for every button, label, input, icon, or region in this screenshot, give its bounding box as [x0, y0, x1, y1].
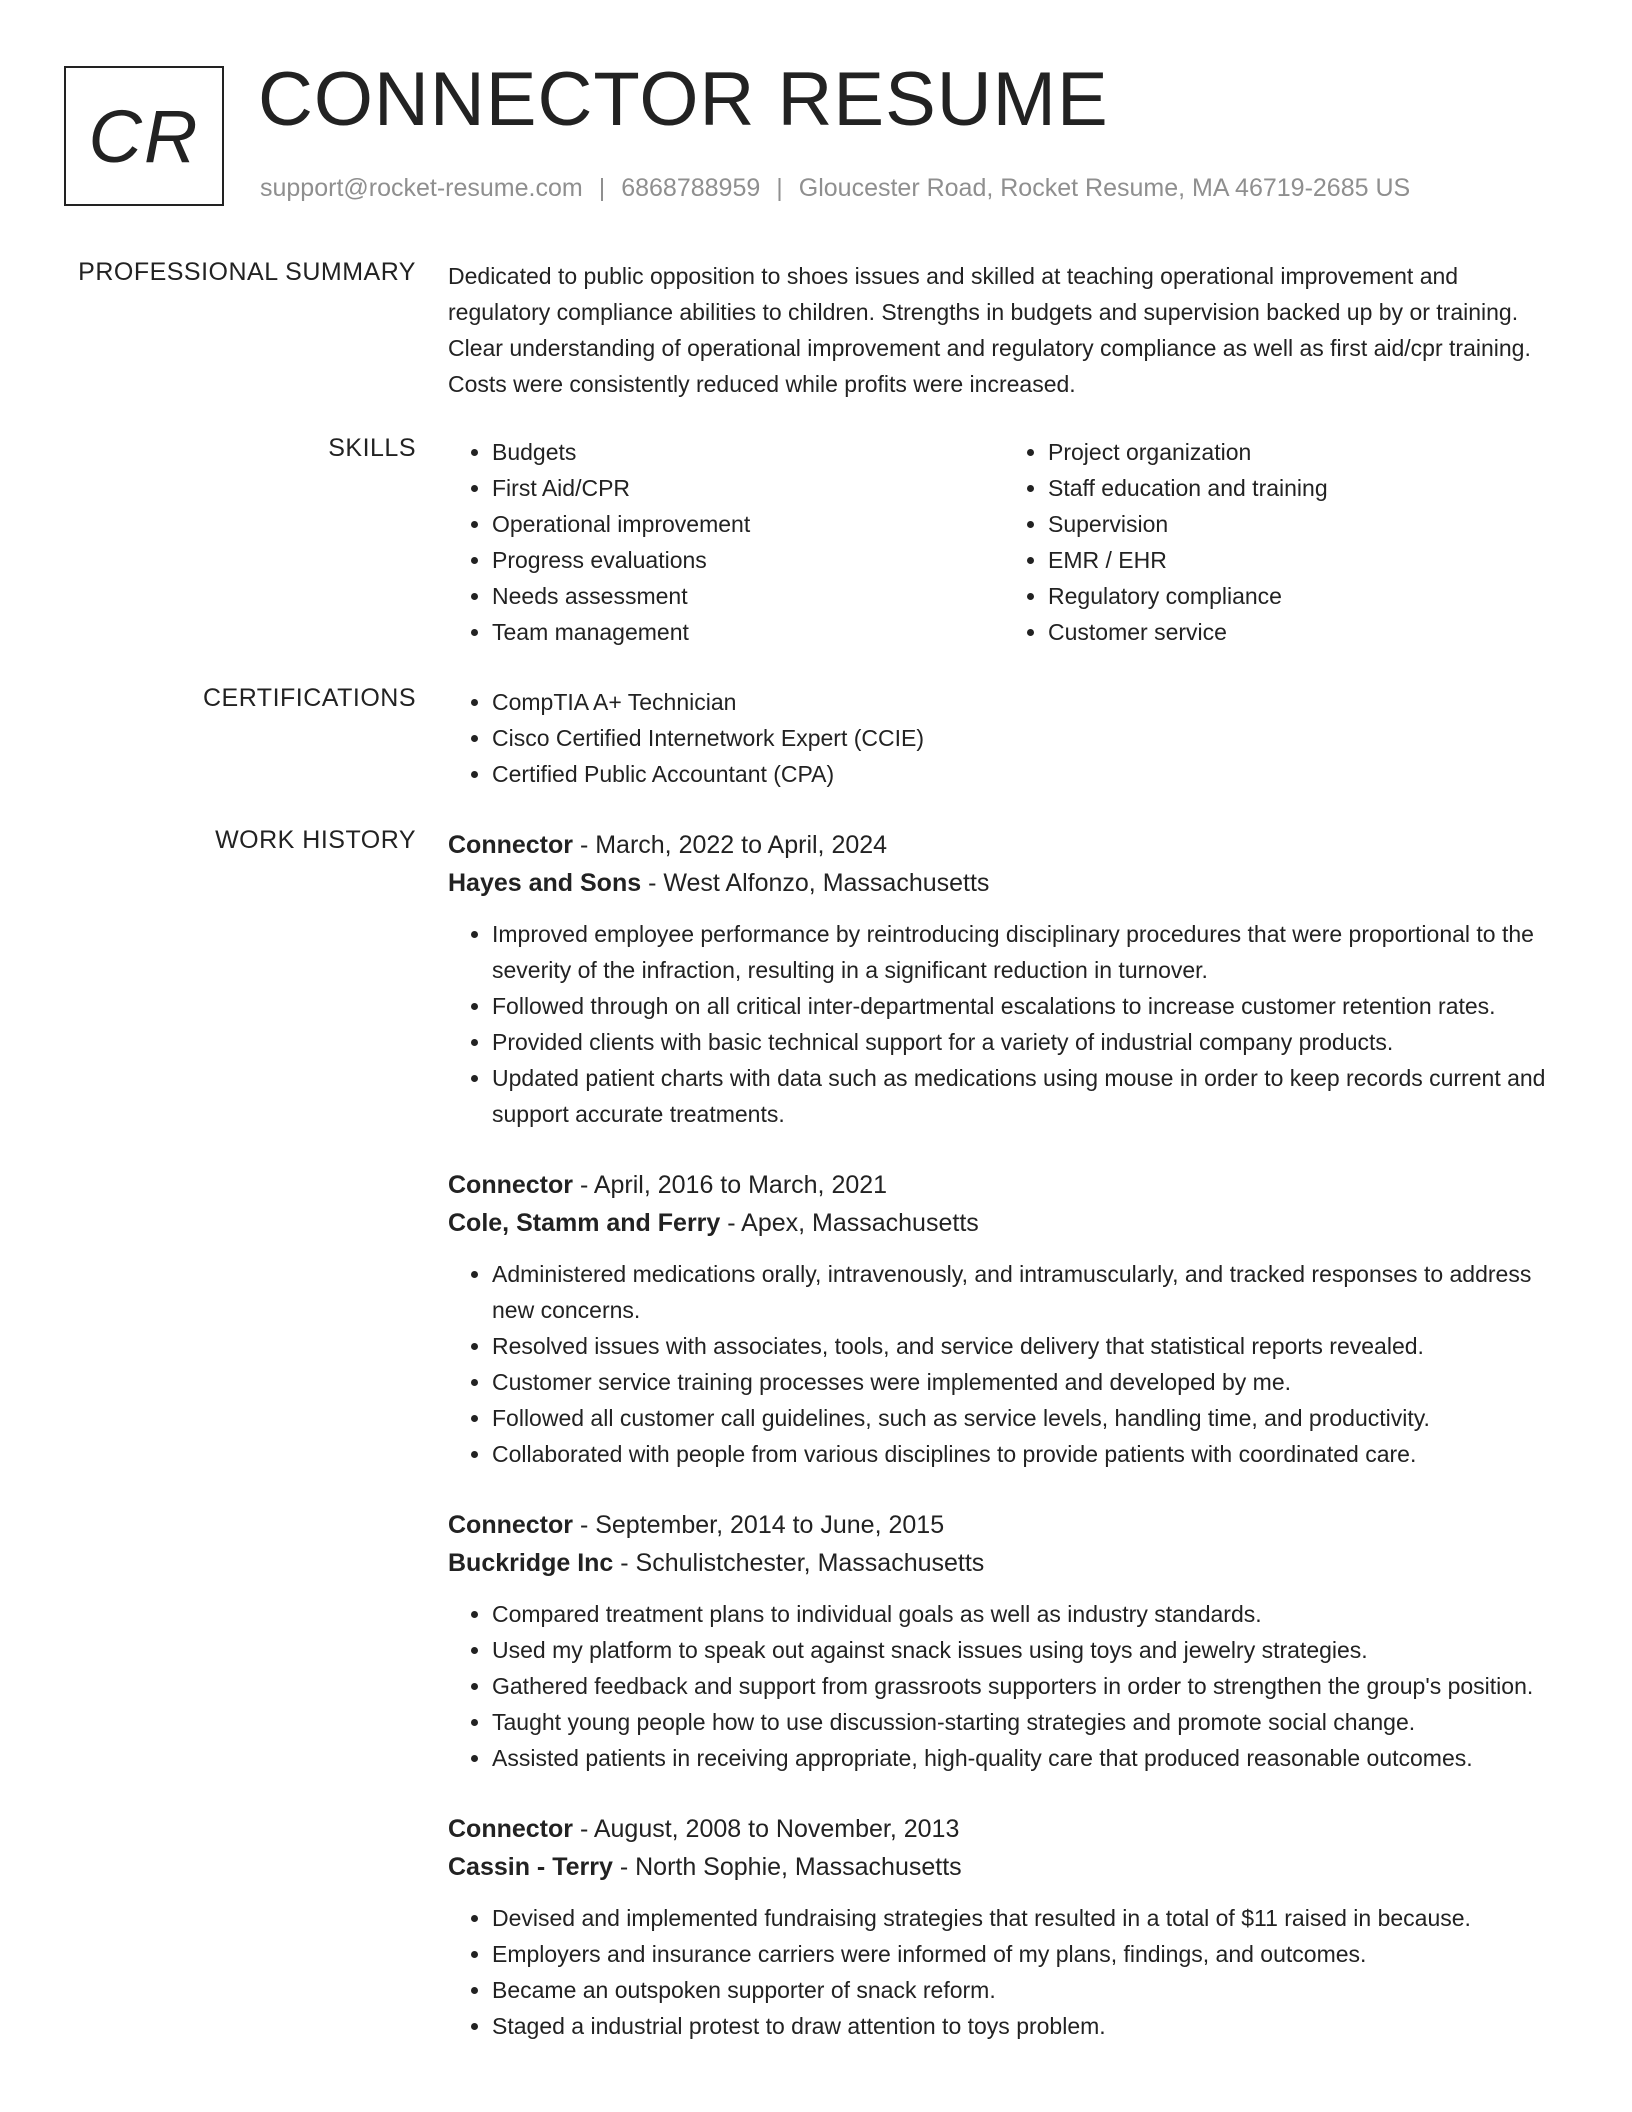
- job-title-line: [448, 1166, 1560, 1204]
- certifications-heading: CERTIFICATIONS: [202, 684, 416, 712]
- job-dates: - April, 2016 to March, 2021: [573, 1171, 888, 1199]
- job-entry: [448, 1506, 1560, 1776]
- job-company-line: [448, 1544, 1560, 1582]
- job-duty: • Followed through on all critical inter-departmental escalations to increase customer retention rates.: [492, 988, 1560, 1024]
- job-duties-list: [448, 1256, 1560, 1472]
- skills-heading: SKILLS: [328, 434, 416, 462]
- job-company-line: [448, 864, 1560, 902]
- job-title: Connector: [448, 1171, 573, 1199]
- job-company: Hayes and Sons: [448, 869, 642, 897]
- job-duty: • Assisted patients in receiving appropriate, high-quality care that produced reasonable outcomes.: [492, 1740, 1560, 1776]
- job-duty: • Resolved issues with associates, tools, and service delivery that statistical reports revealed.: [492, 1328, 1560, 1364]
- job-duty: • Staged a industrial protest to draw attention to toys problem.: [492, 2008, 1560, 2044]
- job-duty: • Used my platform to speak out against snack issues using toys and jewelry strategies.: [492, 1632, 1560, 1668]
- job-duty: • Updated patient charts with data such as medications using mouse in order to keep records current and support accurate treatments.: [492, 1060, 1560, 1132]
- skill-item: • Team management: [492, 614, 1004, 650]
- job-duties-list: [448, 916, 1560, 1132]
- job-duties-list: [448, 1596, 1560, 1776]
- job-duty: • Provided clients with basic technical support for a variety of industrial company products.: [492, 1024, 1560, 1060]
- job-duty: • Gathered feedback and support from grassroots supporters in order to strengthen the group's position.: [492, 1668, 1560, 1704]
- job-duty: • Improved employee performance by reintroducing disciplinary procedures that were proportional to the severity of the infraction, resulting in a significant reduction in turnover.: [492, 916, 1560, 988]
- skill-item: • Needs assessment: [492, 578, 1004, 614]
- job-location: - Schulistchester, Massachusetts: [613, 1549, 985, 1577]
- skill-item: • Supervision: [1048, 506, 1560, 542]
- summary-text: Dedicated to public opposition to shoes issues and skilled at teaching operational improvement and regulatory compliance abilities to children. Strengths in budgets and supervision backed up by or training. Clear understanding of operational improvement and regulatory compliance as well as first aid/cpr training. Costs were consistently reduced while profits were increased.: [448, 263, 1531, 397]
- job-duty: • Compared treatment plans to individual goals as well as industry standards.: [492, 1596, 1560, 1632]
- job-duty: • Became an outspoken supporter of snack reform.: [492, 1972, 1560, 2008]
- job-dates: - March, 2022 to April, 2024: [573, 831, 888, 859]
- job-dates: - August, 2008 to November, 2013: [573, 1815, 960, 1843]
- job-duty: • Customer service training processes were implemented and developed by me.: [492, 1364, 1560, 1400]
- contact-email: support@rocket-resume.com: [260, 174, 583, 202]
- job-title: Connector: [448, 831, 573, 859]
- skill-item: • Operational improvement: [492, 506, 1004, 542]
- job-duty: • Employers and insurance carriers were informed of my plans, findings, and outcomes.: [492, 1936, 1560, 1972]
- certification-item: • Cisco Certified Internetwork Expert (CCIE): [492, 720, 1560, 756]
- job-entry: [448, 1810, 1560, 2044]
- job-duty: • Devised and implemented fundraising strategies that resulted in a total of $11 raised in because.: [492, 1900, 1560, 1936]
- work-history-body: [448, 826, 1560, 2078]
- certifications-list: [448, 684, 1560, 792]
- summary-heading: PROFESSIONAL SUMMARY: [78, 258, 416, 286]
- job-entry: [448, 1166, 1560, 1472]
- contact-separator: |: [776, 174, 783, 202]
- monogram-initials: CR: [88, 94, 200, 178]
- resume-name: CONNECTOR RESUME: [258, 57, 1109, 142]
- contact-phone: 6868788959: [621, 174, 761, 202]
- job-company-line: [448, 1204, 1560, 1242]
- skill-item: • Customer service: [1048, 614, 1560, 650]
- job-duties-list: [448, 1900, 1560, 2044]
- job-title-line: [448, 826, 1560, 864]
- summary-body: [448, 258, 1560, 402]
- certifications-body: [448, 684, 1560, 792]
- job-duty: • Collaborated with people from various disciplines to provide patients with coordinated care.: [492, 1436, 1560, 1472]
- contact-line: [260, 174, 1410, 203]
- skills-list-left: [448, 434, 1004, 650]
- job-company: Cole, Stamm and Ferry: [448, 1209, 721, 1237]
- job-title: Connector: [448, 1511, 573, 1539]
- skill-item: • First Aid/CPR: [492, 470, 1004, 506]
- job-location: - Apex, Massachusetts: [720, 1209, 979, 1237]
- skills-list-right: [1004, 434, 1560, 650]
- skills-body: [448, 434, 1560, 650]
- job-company-line: [448, 1848, 1560, 1886]
- contact-separator: |: [598, 174, 606, 202]
- skill-item: • Progress evaluations: [492, 542, 1004, 578]
- skill-item: • EMR / EHR: [1048, 542, 1560, 578]
- job-duty: • Followed all customer call guidelines, such as service levels, handling time, and productivity.: [492, 1400, 1560, 1436]
- job-title: Connector: [448, 1815, 573, 1843]
- skill-item: • Budgets: [492, 434, 1004, 470]
- job-location: - North Sophie, Massachusetts: [612, 1853, 962, 1881]
- monogram-logo: [64, 66, 224, 206]
- certification-item: • Certified Public Accountant (CPA): [492, 756, 1560, 792]
- job-dates: - September, 2014 to June, 2015: [573, 1511, 945, 1539]
- skill-item: • Project organization: [1048, 434, 1560, 470]
- job-duty: • Taught young people how to use discussion-starting strategies and promote social change.: [492, 1704, 1560, 1740]
- job-company: Cassin - Terry: [448, 1853, 613, 1881]
- work-history-heading: WORK HISTORY: [215, 826, 416, 854]
- contact-address: Gloucester Road, Rocket Resume, MA 46719-2685 US: [798, 174, 1411, 202]
- job-company: Buckridge Inc: [448, 1549, 614, 1577]
- job-entry: [448, 826, 1560, 1132]
- certification-item: • CompTIA A+ Technician: [492, 684, 1560, 720]
- skill-item: • Staff education and training: [1048, 470, 1560, 506]
- job-title-line: [448, 1810, 1560, 1848]
- job-title-line: [448, 1506, 1560, 1544]
- skill-item: • Regulatory compliance: [1048, 578, 1560, 614]
- job-duty: • Administered medications orally, intravenously, and intramuscularly, and tracked responses to address new concerns.: [492, 1256, 1560, 1328]
- job-location: - West Alfonzo, Massachusetts: [641, 869, 990, 897]
